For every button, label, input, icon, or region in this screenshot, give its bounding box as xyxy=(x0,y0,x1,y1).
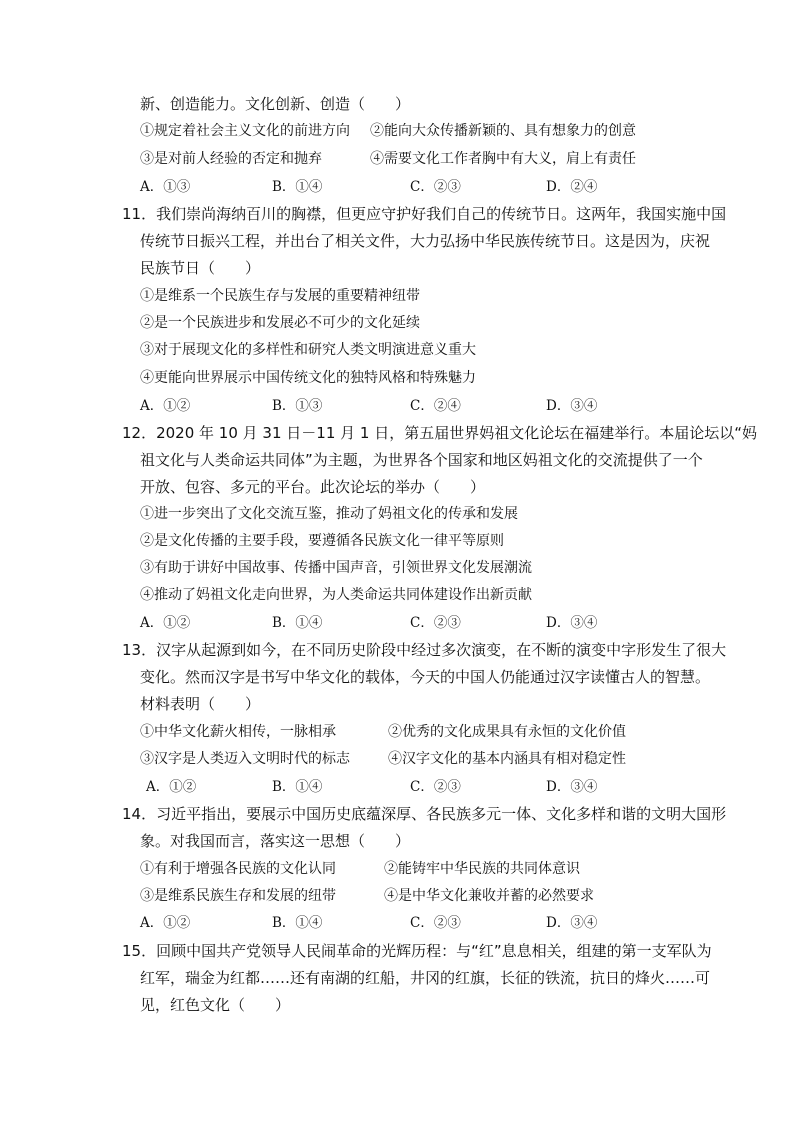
q13-stem-line-3: 材料表明（ ） xyxy=(140,695,261,713)
q14-answer-b: B．①④ xyxy=(272,915,323,931)
q12-answer-a: A．①② xyxy=(140,615,191,631)
q11-answer-d: D．③④ xyxy=(546,398,598,414)
q14-answer-a: A．①② xyxy=(140,915,191,931)
q13-answer-d: D．③④ xyxy=(546,779,598,795)
q12-option-3: ③有助于讲好中国故事、传播中国声音，引领世界文化发展潮流 xyxy=(140,560,532,576)
q11-option-2: ②是一个民族进步和发展必不可少的文化延续 xyxy=(140,315,420,331)
q11-stem-line-1: 11．我们崇尚海纳百川的胸襟，但更应守护好我们自己的传统节日。这两年，我国实施中国 xyxy=(122,205,727,223)
q10-answer-b: B．①④ xyxy=(272,179,323,195)
q12-option-4: ④推动了妈祖文化走向世界，为人类命运共同体建设作出新贡献 xyxy=(140,587,532,603)
q14-option-3: ③是维系民族生存和发展的纽带 xyxy=(140,888,336,904)
q12-answer-d: D．③④ xyxy=(546,615,598,631)
q13-option-4: ④汉字文化的基本内涵具有相对稳定性 xyxy=(388,751,626,767)
q11-answer-b: B．①③ xyxy=(272,398,323,414)
q14-answer-c: C．②③ xyxy=(410,915,461,931)
q11-option-4: ④更能向世界展示中国传统文化的独特风格和特殊魅力 xyxy=(140,370,476,386)
q13-option-2: ②优秀的文化成果具有永恒的文化价值 xyxy=(388,724,626,740)
q13-answer-b: B．①④ xyxy=(272,779,323,795)
q12-stem-line-2: 祖文化与人类命运共同体”为主题，为世界各个国家和地区妈祖文化的交流提供了一个 xyxy=(140,451,703,469)
q10-answer-a: A．①③ xyxy=(140,179,191,195)
q11-option-1: ①是维系一个民族生存与发展的重要精神纽带 xyxy=(140,288,420,304)
q13-stem-line-1: 13．汉字从起源到如今，在不同历史阶段中经过多次演变，在不断的演变中字形发生了很大 xyxy=(122,641,727,659)
q12-stem-line-1: 12．2020 年 10 月 31 日－11 月 1 日，第五届世界妈祖文化论坛在福建举行。本届论坛以“妈 xyxy=(122,424,757,442)
q15-stem-line-1: 15．回顾中国共产党领导人民闹革命的光辉历程：与“红”息息相关，组建的第一支军队为 xyxy=(122,942,712,960)
q13-answer-c: C．②③ xyxy=(410,779,461,795)
q10-option-3: ③是对前人经验的否定和抛弃 xyxy=(140,151,322,167)
q11-stem-line-2: 传统节日振兴工程，并出台了相关文件，大力弘扬中华民族传统节日。这是因为，庆祝 xyxy=(140,232,711,250)
q11-stem-line-3: 民族节日（ ） xyxy=(140,259,261,277)
q11-answer-c: C．②④ xyxy=(410,398,461,414)
q13-answer-a: A．①② xyxy=(146,779,197,795)
q10-stem-tail: 新、创造能力。文化创新、创造（ ） xyxy=(140,95,411,113)
q10-option-4: ④需要文化工作者胸中有大义，肩上有责任 xyxy=(370,151,636,167)
q14-answer-d: D．③④ xyxy=(546,915,598,931)
q10-answer-c: C．②③ xyxy=(410,179,461,195)
q10-option-2: ②能向大众传播新颖的、具有想象力的创意 xyxy=(370,123,636,139)
q12-answer-c: C．②③ xyxy=(410,615,461,631)
q13-option-3: ③汉字是人类迈入文明时代的标志 xyxy=(140,751,350,767)
q10-answer-d: D．②④ xyxy=(546,179,598,195)
q12-answer-b: B．①④ xyxy=(272,615,323,631)
q14-option-2: ②能铸牢中华民族的共同体意识 xyxy=(384,861,580,877)
q14-stem-line-1: 14．习近平指出，要展示中国历史底蕴深厚、各民族多元一体、文化多样和谐的文明大国形 xyxy=(122,805,727,823)
q10-option-1: ①规定着社会主义文化的前进方向 xyxy=(140,123,350,139)
q15-stem-line-2: 红军，瑞金为红都……还有南湖的红船，井冈的红旗，长征的铁流，抗日的烽火……可 xyxy=(140,969,711,987)
q11-option-3: ③对于展现文化的多样性和研究人类文明演进意义重大 xyxy=(140,342,476,358)
q14-option-4: ④是中华文化兼收并蓄的必然要求 xyxy=(384,888,594,904)
q13-stem-line-2: 变化。然而汉字是书写中华文化的载体，今天的中国人仍能通过汉字读懂古人的智慧。 xyxy=(140,668,711,686)
q11-answer-a: A．①② xyxy=(140,398,191,414)
q13-option-1: ①中华文化薪火相传，一脉相承 xyxy=(140,724,336,740)
q12-option-2: ②是文化传播的主要手段，要遵循各民族文化一律平等原则 xyxy=(140,533,504,549)
q14-option-1: ①有利于增强各民族的文化认同 xyxy=(140,861,336,877)
q12-stem-line-3: 开放、包容、多元的平台。此次论坛的举办（ ） xyxy=(140,478,486,496)
q15-stem-line-3: 见，红色文化（ ） xyxy=(140,996,291,1014)
q14-stem-line-2: 象。对我国而言，落实这一思想（ ） xyxy=(140,832,411,850)
q12-option-1: ①进一步突出了文化交流互鉴，推动了妈祖文化的传承和发展 xyxy=(140,506,518,522)
